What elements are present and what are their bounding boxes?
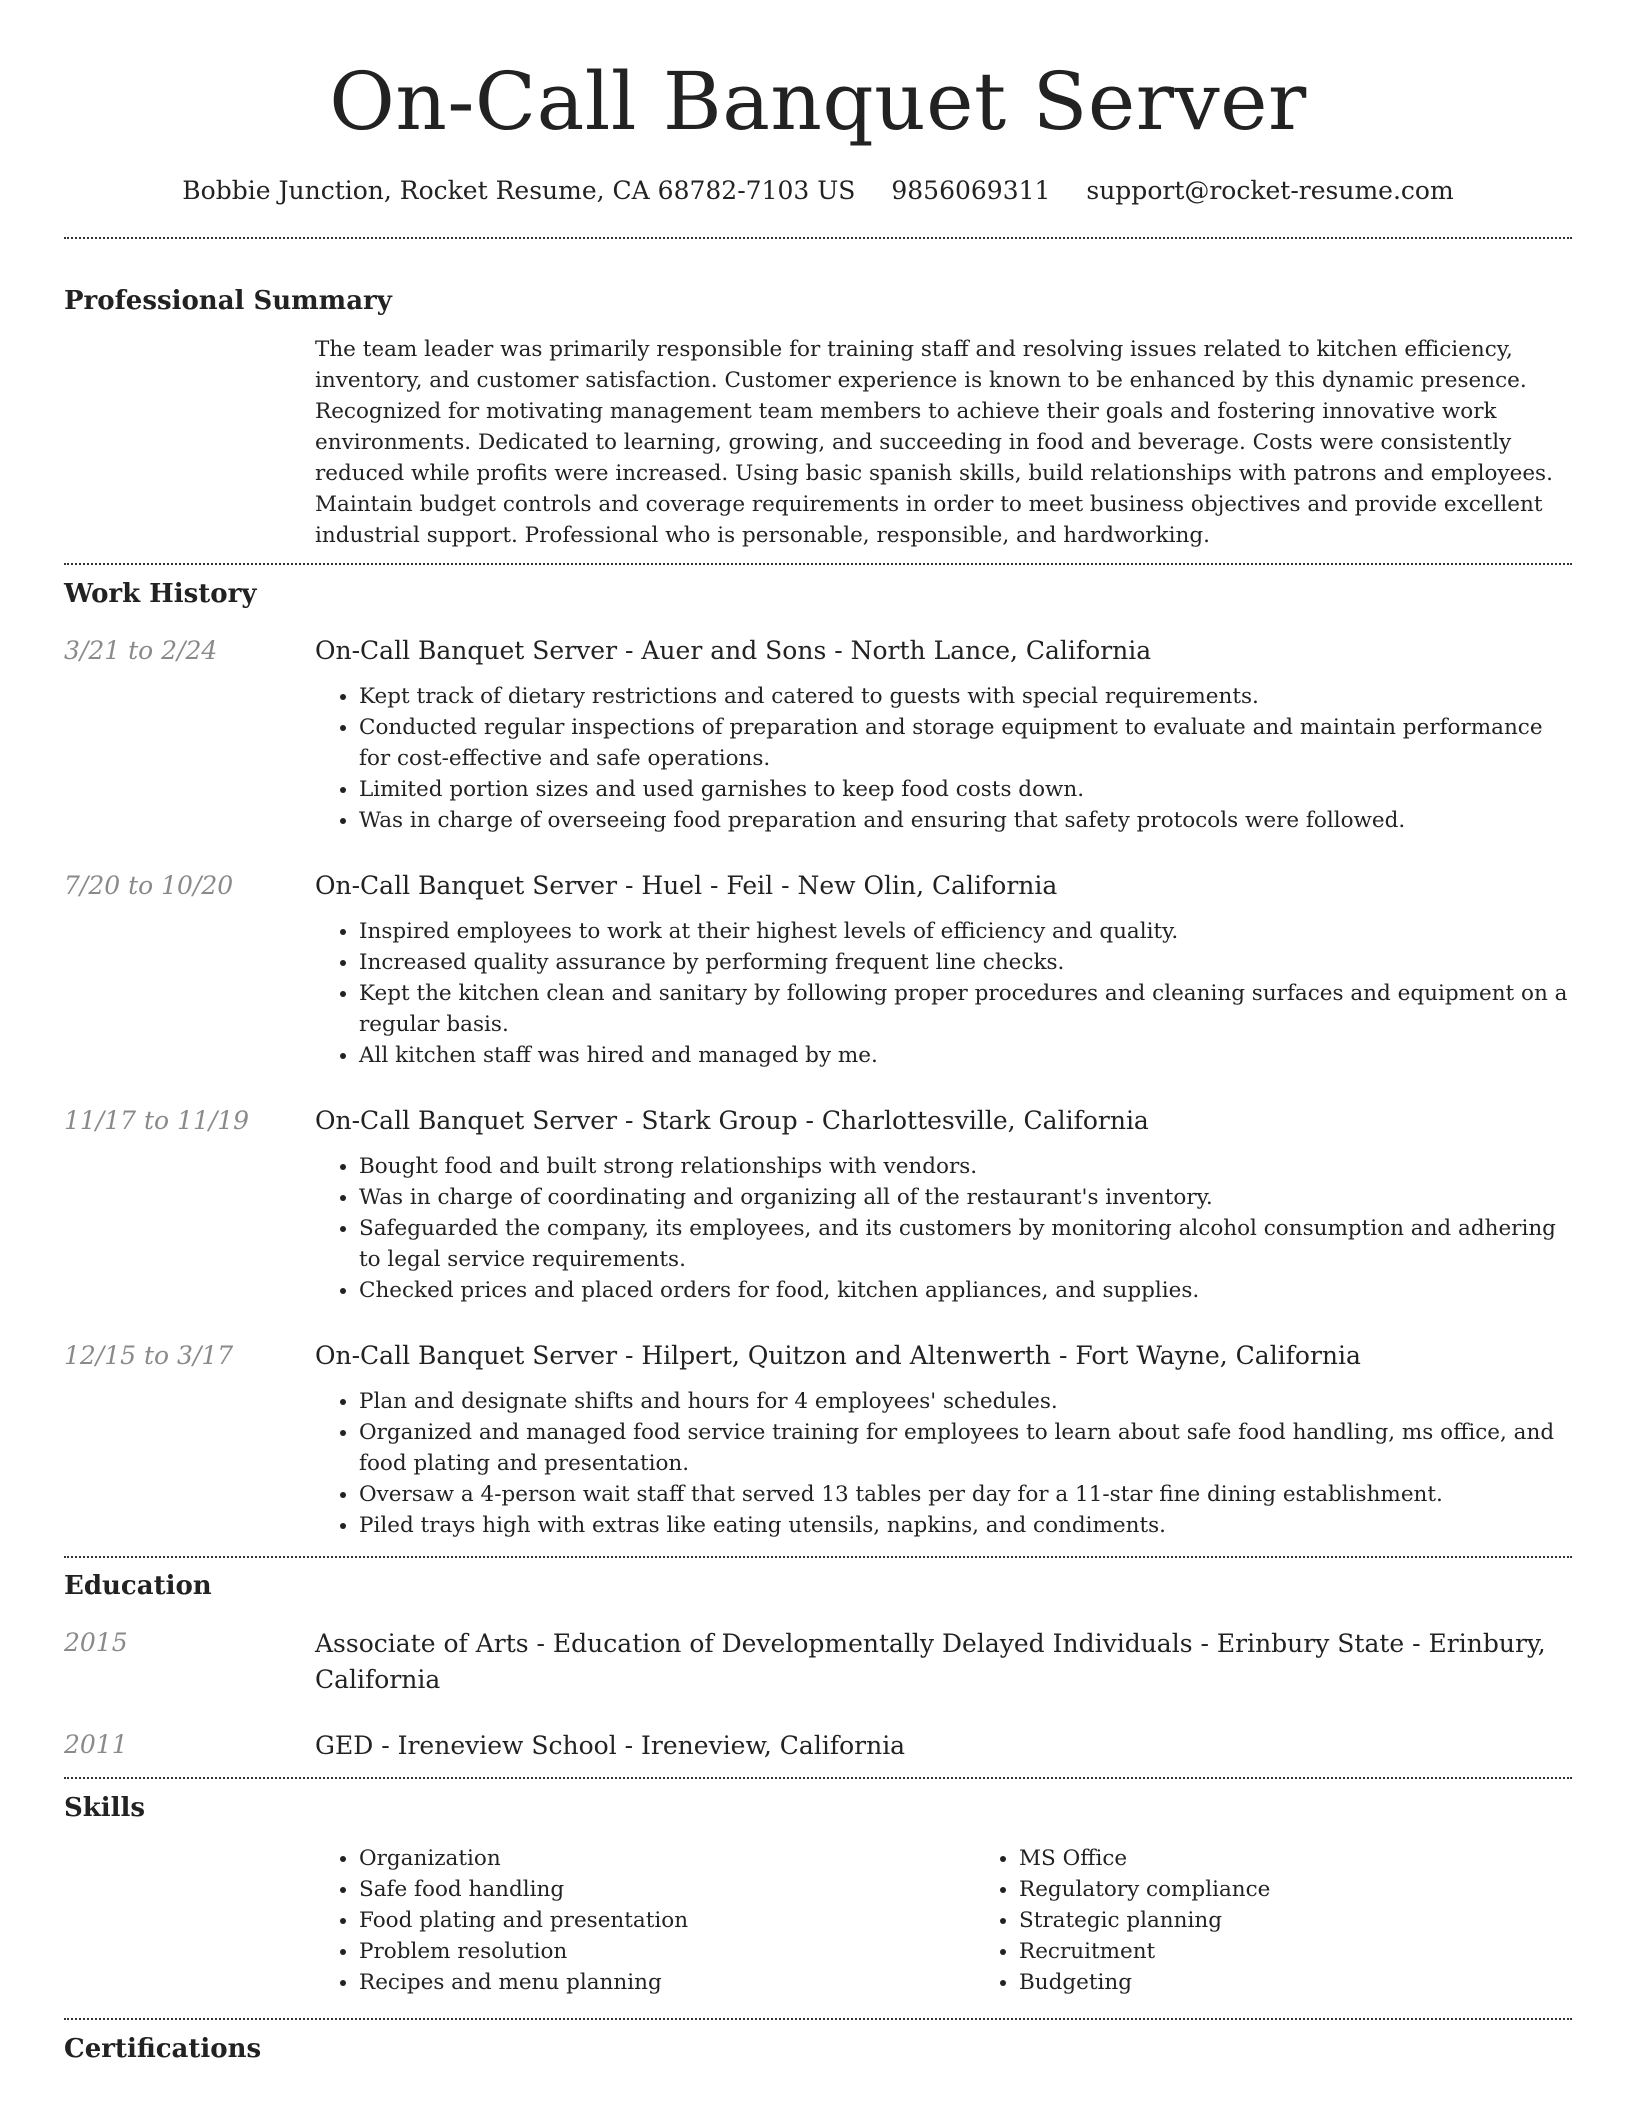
- section-title-education: Education: [64, 1571, 212, 1601]
- job-bullets: [315, 681, 1572, 836]
- list-item: • Conducted regular inspections of preparation and storage equipment to evaluate and maintain performance for cost-effective and safe operations.: [359, 712, 1572, 774]
- divider: [64, 237, 1572, 239]
- education-entry: [64, 1728, 1572, 1764]
- contact-phone: 9856069311: [891, 176, 1051, 205]
- contact-line: [64, 174, 1572, 208]
- divider: [64, 2018, 1572, 2020]
- education-section: [64, 1569, 1572, 1764]
- job-entry: [64, 634, 1572, 836]
- job-title: On-Call Banquet Server - Stark Group - Charlottesville, California: [315, 1106, 1149, 1135]
- skill-item: • Recruitment: [1019, 1936, 1632, 1967]
- education-title: Associate of Arts - Education of Developmentally Delayed Individuals - Erinbury State - Erinbury, California: [315, 1629, 1546, 1694]
- job-title: On-Call Banquet Server - Huel - Feil - New Olin, California: [315, 871, 1058, 900]
- skills-section: [64, 1791, 1572, 1998]
- list-item: • Piled trays high with extras like eating utensils, napkins, and condiments.: [359, 1510, 1572, 1541]
- job-dates: 7/20 to 10/20: [64, 871, 234, 900]
- candidate-name: On-Call Banquet Server: [329, 55, 1307, 148]
- job-bullets: [315, 916, 1572, 1071]
- skill-item: • Food plating and presentation: [359, 1905, 975, 1936]
- skill-item: • Organization: [359, 1843, 975, 1874]
- job-entry: [64, 1339, 1572, 1541]
- list-item: • Limited portion sizes and used garnishes to keep food costs down.: [359, 774, 1572, 805]
- job-title: On-Call Banquet Server - Hilpert, Quitzon and Altenwerth - Fort Wayne, California: [315, 1341, 1361, 1370]
- divider: [64, 1777, 1572, 1779]
- list-item: • Bought food and built strong relationships with vendors.: [359, 1151, 1572, 1182]
- job-dates: 12/15 to 3/17: [64, 1341, 234, 1370]
- divider: [64, 563, 1572, 565]
- skills-list: [315, 1843, 1632, 1998]
- skill-item: • Regulatory compliance: [1019, 1874, 1632, 1905]
- education-entry: [64, 1626, 1572, 1698]
- contact-email: support@rocket-resume.com: [1086, 176, 1454, 205]
- list-item: • Checked prices and placed orders for food, kitchen appliances, and supplies.: [359, 1275, 1572, 1306]
- list-item: • Safeguarded the company, its employees, and its customers by monitoring alcohol consumption and adhering to legal service requirements.: [359, 1213, 1572, 1275]
- list-item: • Kept the kitchen clean and sanitary by following proper procedures and cleaning surfaces and equipment on a regular basis.: [359, 978, 1572, 1040]
- job-title: On-Call Banquet Server - Auer and Sons - North Lance, California: [315, 636, 1152, 665]
- summary-section: [64, 284, 1572, 551]
- job-entry: [64, 869, 1572, 1071]
- skill-item: • Budgeting: [1019, 1967, 1632, 1998]
- divider: [64, 1556, 1572, 1558]
- section-title-summary: Professional Summary: [64, 286, 392, 316]
- skill-item: • Recipes and menu planning: [359, 1967, 975, 1998]
- job-dates: 3/21 to 2/24: [64, 636, 218, 665]
- list-item: • Oversaw a 4-person wait staff that served 13 tables per day for a 11-star fine dining establishment.: [359, 1479, 1572, 1510]
- skill-item: • Problem resolution: [359, 1936, 975, 1967]
- list-item: • All kitchen staff was hired and managed by me.: [359, 1040, 1572, 1071]
- skills-column-1: [315, 1843, 975, 1998]
- list-item: • Kept track of dietary restrictions and catered to guests with special requirements.: [359, 681, 1572, 712]
- job-entry: [64, 1104, 1572, 1306]
- education-year: 2015: [64, 1628, 128, 1657]
- resume-page: [64, 0, 1572, 2066]
- certifications-section: [64, 2032, 1572, 2066]
- education-year: 2011: [64, 1730, 128, 1759]
- list-item: • Was in charge of overseeing food preparation and ensuring that safety protocols were followed.: [359, 805, 1572, 836]
- education-title: GED - Ireneview School - Ireneview, California: [315, 1731, 906, 1760]
- section-title-work-history: Work History: [64, 579, 257, 609]
- job-bullets: [315, 1151, 1572, 1306]
- skill-item: • Safe food handling: [359, 1874, 975, 1905]
- skills-column-2: [975, 1843, 1632, 1998]
- section-title-skills: Skills: [64, 1793, 146, 1823]
- skill-item: • MS Office: [1019, 1843, 1632, 1874]
- job-dates: 11/17 to 11/19: [64, 1106, 250, 1135]
- work-history-section: [64, 577, 1572, 1541]
- list-item: • Was in charge of coordinating and organizing all of the restaurant's inventory.: [359, 1182, 1572, 1213]
- list-item: • Plan and designate shifts and hours for 4 employees' schedules.: [359, 1386, 1572, 1417]
- job-bullets: [315, 1386, 1572, 1541]
- list-item: • Increased quality assurance by performing frequent line checks.: [359, 947, 1572, 978]
- list-item: • Inspired employees to work at their highest levels of efficiency and quality.: [359, 916, 1572, 947]
- skill-item: • Strategic planning: [1019, 1905, 1632, 1936]
- section-title-certifications: Certifications: [64, 2034, 262, 2064]
- summary-text: The team leader was primarily responsible for training staff and resolving issues related to kitchen efficiency, inventory, and customer satisfaction. Customer experience is known to be enhanced by this dynamic presence. Recognized for motivating management team members to achieve their goals and fostering innovative work environments. Dedicated to learning, growing, and succeeding in food and beverage. Costs were consistently reduced while profits were increased. Using basic spanish skills, build relationships with patrons and employees. Maintain budget controls and coverage requirements in order to meet business objectives and provide excellent industrial support. Professional who is personable, responsible, and hardworking.: [315, 337, 1553, 548]
- list-item: • Organized and managed food service training for employees to learn about safe food handling, ms office, and food plating and presentation.: [359, 1417, 1572, 1479]
- contact-address: Bobbie Junction, Rocket Resume, CA 68782-7103 US: [182, 176, 856, 205]
